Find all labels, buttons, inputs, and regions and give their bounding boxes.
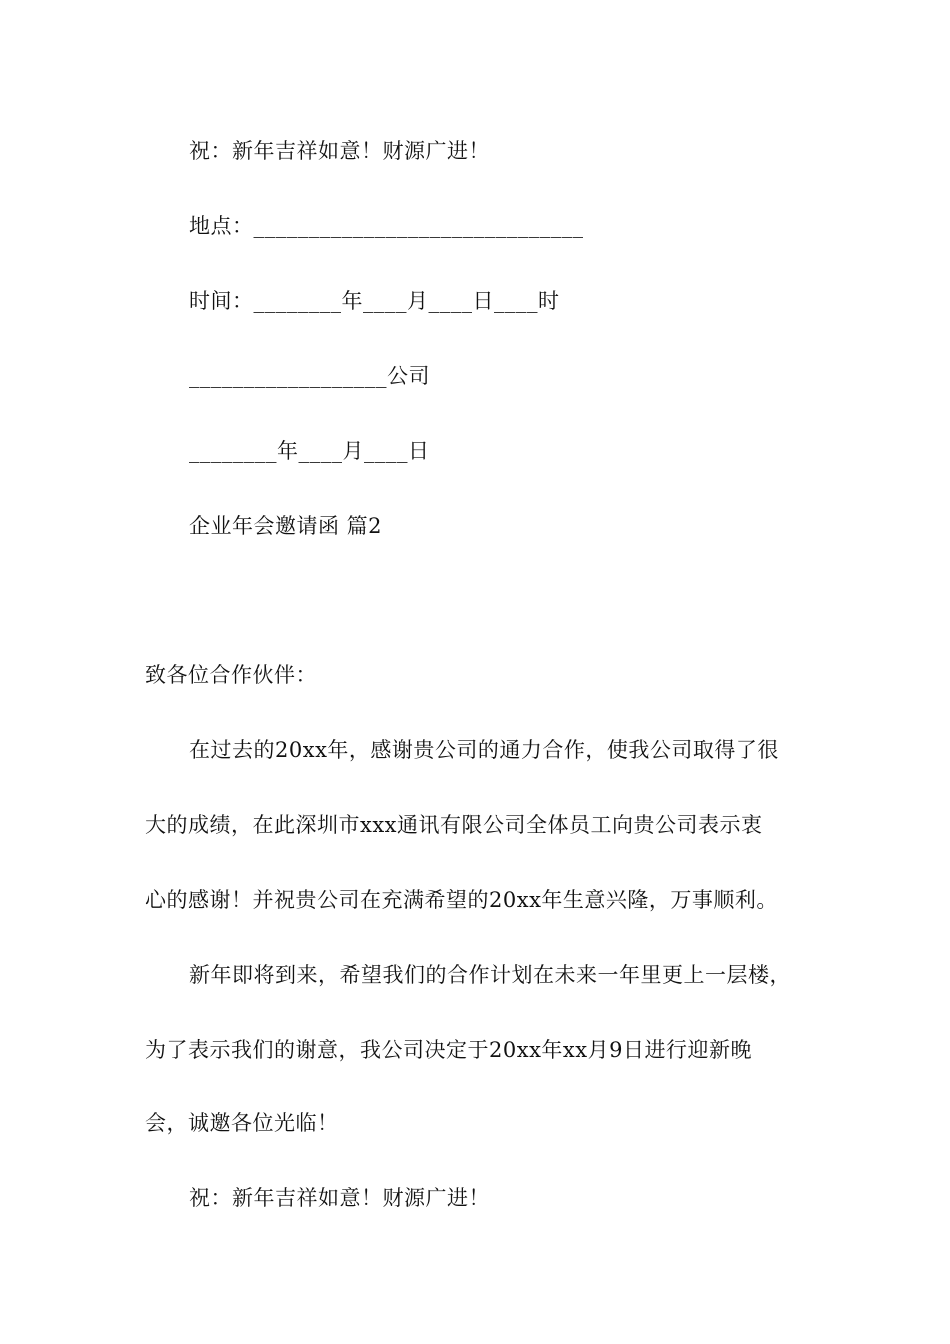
body-paragraph-1-line-1: 在过去的20xx年，感谢贵公司的通力合作，使我公司取得了很 [189,738,779,762]
body-paragraph-1-line-2: 大的成绩，在此深圳市xxx通讯有限公司全体员工向贵公司表示衷 [145,813,763,837]
time-field-line: 时间：________年____月____日____时 [189,289,560,313]
location-field-line: 地点：______________________________ [189,214,584,238]
greeting-line: 祝：新年吉祥如意！财源广进！ [189,139,490,163]
date-field-line: ________年____月____日 [189,439,430,463]
closing-greeting-line: 祝：新年吉祥如意！财源广进！ [189,1186,490,1210]
salutation: 致各位合作伙伴： [145,663,317,687]
body-paragraph-1-line-3: 心的感谢！并祝贵公司在充满希望的20xx年生意兴隆，万事顺利。 [145,888,778,912]
body-paragraph-2-line-1: 新年即将到来，希望我们的合作计划在未来一年里更上一层楼， [189,963,791,987]
section-heading: 企业年会邀请函 篇2 [189,514,383,538]
company-field-line: __________________公司 [189,364,430,388]
body-paragraph-2-line-2: 为了表示我们的谢意，我公司决定于20xx年xx月9日进行迎新晚 [145,1038,752,1062]
body-paragraph-2-line-3: 会，诚邀各位光临！ [145,1111,339,1135]
